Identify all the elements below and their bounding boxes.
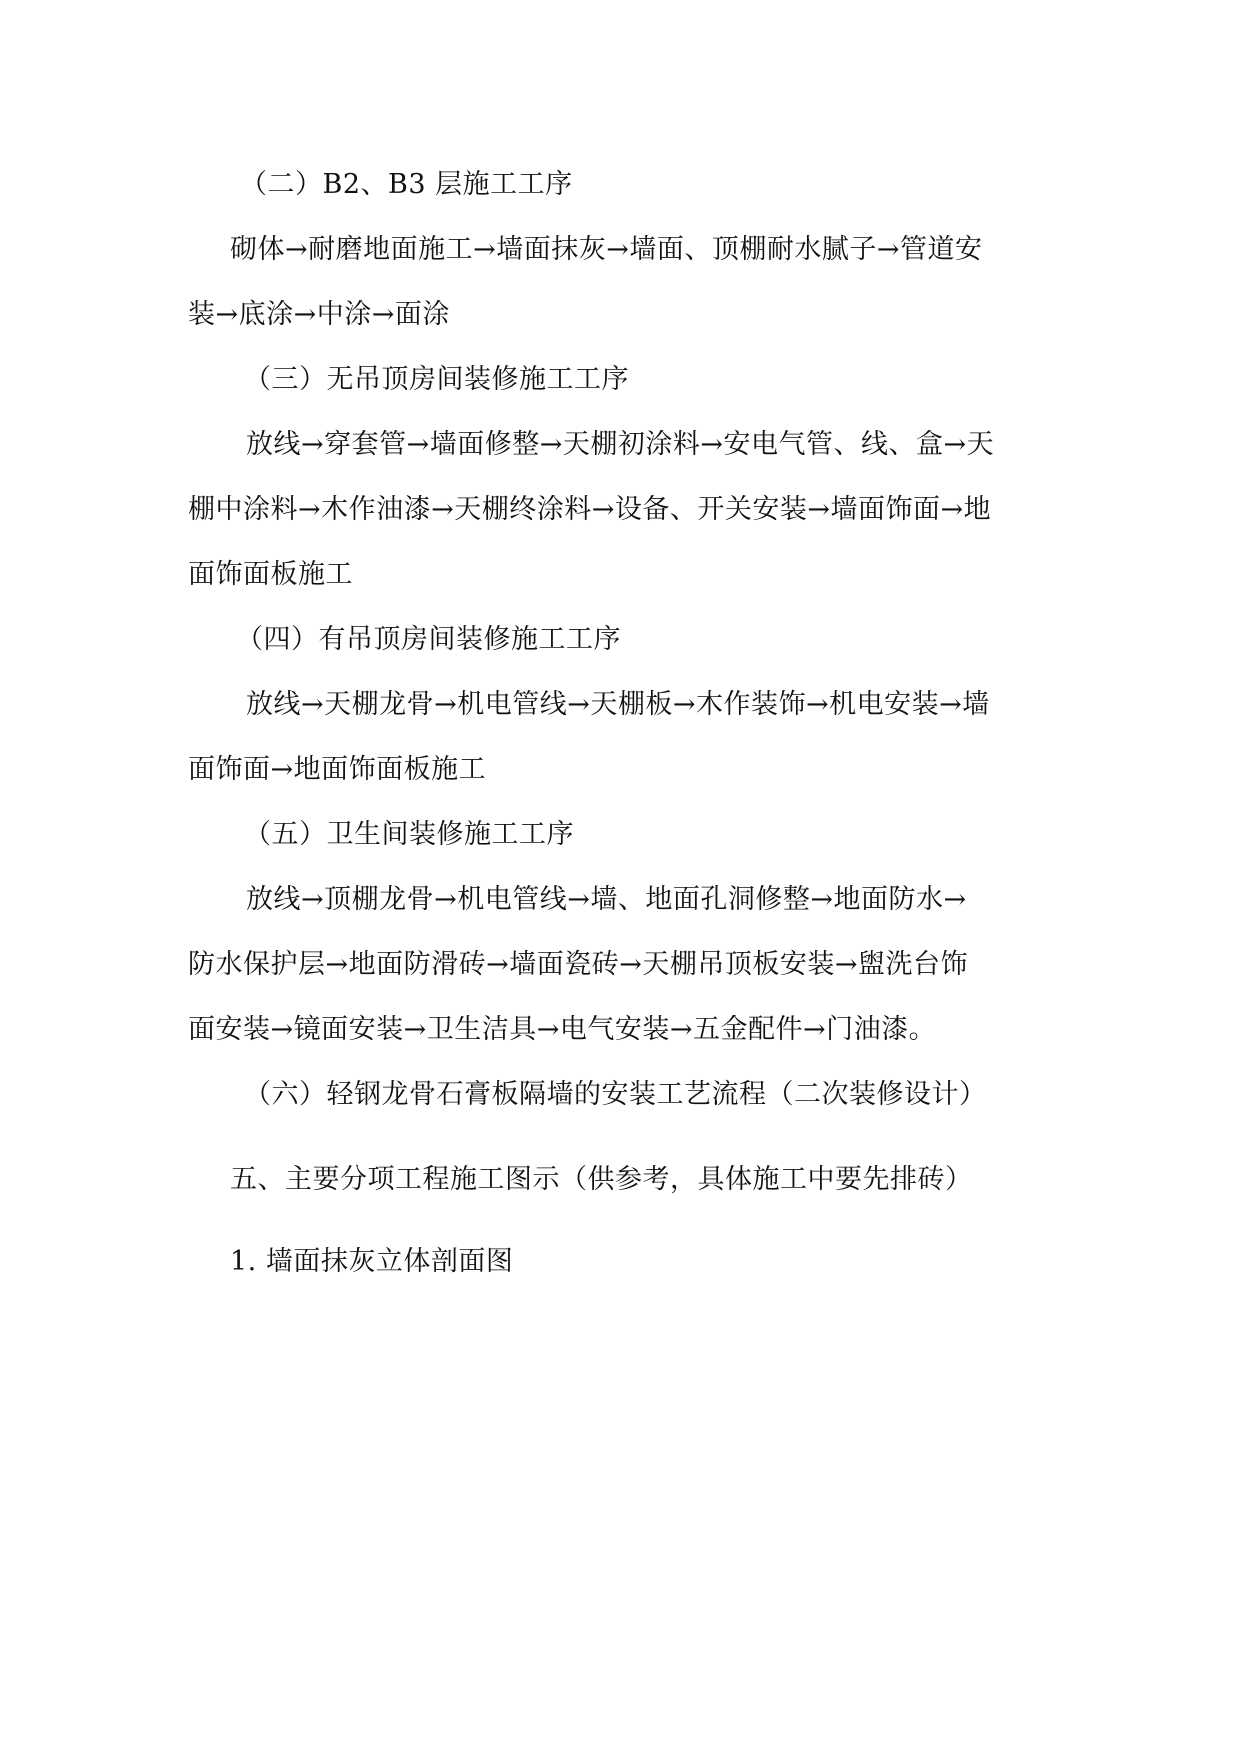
paragraph-ceiling-room-line-1: 放线→天棚龙骨→机电管线→天棚板→木作装饰→机电安装→墙 xyxy=(246,689,990,720)
figure-caption-wall-plastering: 1. 墙面抹灰立体剖面图 xyxy=(230,1246,514,1277)
paragraph-no-ceiling-line-2: 棚中涂料→木作油漆→天棚终涂料→设备、开关安装→墙面饰面→地 xyxy=(188,494,992,525)
section-heading-b2-b3: （二）B2、B3 层施工工序 xyxy=(240,169,573,200)
section-heading-bathroom: （五）卫生间装修施工工序 xyxy=(244,819,574,850)
paragraph-bathroom-line-1: 放线→顶棚龙骨→机电管线→墙、地面孔洞修整→地面防水→ xyxy=(246,884,967,915)
paragraph-no-ceiling-line-1: 放线→穿套管→墙面修整→天棚初涂料→安电气管、线、盒→天 xyxy=(246,429,995,460)
paragraph-b2-b3-line-1: 砌体→耐磨地面施工→墙面抹灰→墙面、顶棚耐水腻子→管道安 xyxy=(230,234,983,265)
paragraph-b2-b3-line-2: 装→底涂→中涂→面涂 xyxy=(188,299,450,330)
chapter-heading-main-works-illustrations: 五、主要分项工程施工图示（供参考，具体施工中要先排砖） xyxy=(230,1164,973,1195)
section-heading-light-steel-partition: （六）轻钢龙骨石膏板隔墙的安装工艺流程（二次装修设计） xyxy=(244,1079,987,1110)
paragraph-bathroom-line-3: 面安装→镜面安装→卫生洁具→电气安装→五金配件→门油漆。 xyxy=(188,1014,937,1045)
section-heading-ceiling-room: （四）有吊顶房间装修施工工序 xyxy=(236,624,621,655)
paragraph-ceiling-room-line-2: 面饰面→地面饰面板施工 xyxy=(188,754,487,785)
section-heading-no-ceiling-room: （三）无吊顶房间装修施工工序 xyxy=(244,364,629,395)
paragraph-bathroom-line-2: 防水保护层→地面防滑砖→墙面瓷砖→天棚吊顶板安装→盥洗台饰 xyxy=(188,949,968,980)
paragraph-no-ceiling-line-3: 面饰面板施工 xyxy=(188,559,353,590)
